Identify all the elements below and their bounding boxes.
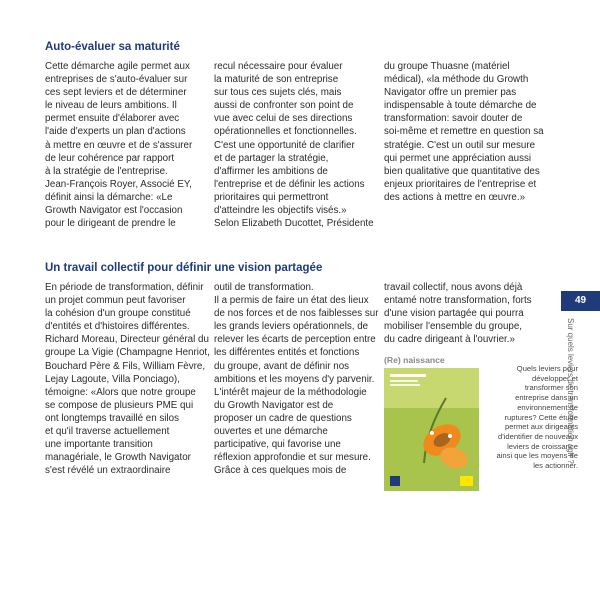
text-line: d'atteindre les objectifs visés.» [214,205,347,217]
text-line: Bouchard Père & Fils, William Fèvre, [45,360,206,372]
text-line: et qu'il traverse actuellement [45,426,170,438]
text-line: aussi de confronter son point de [214,100,354,112]
text-line: recul nécessaire pour évaluer [214,61,343,72]
text-line: vue avec celui de ses directions [214,113,353,125]
butterfly-cover-image [384,368,479,491]
section1-column-3 [384,60,554,204]
text-line: soi-même et remettre en question sa [384,126,544,138]
text-line: du groupe Thuasne (matériel [384,61,510,72]
text-line: Cette démarche agile permet aux [45,61,190,72]
text-line: opérationnelles et fonctionnelles. [214,126,357,138]
text-line: Quels leviers pour [516,364,578,373]
text-line: une importante transition [45,439,153,451]
text-line: leviers de croissance [507,441,578,451]
aside-description [483,364,578,471]
text-line: ont longtemps travaillé en silos [45,412,179,424]
text-line: sur tous ces sujets clés, mais [214,87,342,99]
text-line: bien qualitative que quantitative des [384,165,540,177]
text-line: transformer son [524,383,578,393]
text-line: ouvertes et une démarche [214,426,328,438]
text-line: outil de transformation. [214,282,314,293]
text-line: qui permet une appréciation aussi [384,152,532,164]
text-line: ruptures? Cette étude [504,412,578,422]
text-line: Selon Elizabeth Ducottet, Présidente [214,218,374,230]
report-cover-thumbnail [384,368,479,491]
text-line: Richard Moreau, Directeur général du [45,334,209,346]
text-line: enjeux prioritaires de l'entreprise et [384,178,537,190]
text-line: à mettre en œuvre et de s'assurer [45,139,193,151]
text-line: d'entités et d'histoires différentes. [45,321,190,333]
text-line: mobiliser l'ensemble du groupe, [384,321,523,333]
text-line: le niveau de leurs ambitions. Il [45,100,177,112]
section-heading-maturity: Auto-évaluer sa maturité [45,41,180,53]
text-line: réflexion approfondie et sur mesure. [214,452,371,464]
aside-title: (Re) naissance [384,355,445,365]
text-line: entreprises de s'auto-évaluer sur [45,74,188,86]
text-line: la maturité de son entreprise [214,74,339,86]
text-line: d'affirmer les ambitions de [214,165,328,177]
text-line: se compose de plusieurs PME qui [45,399,194,411]
section1-column-1 [45,60,205,230]
text-line: Grâce à ces quelques mois de [214,465,347,477]
text-line: C'est une opportunité de clarifier [214,139,355,151]
text-line: à la stratégie de l'entreprise. [45,165,168,177]
text-line: l'entreprise et de définir les actions [214,178,365,190]
text-line: un projet commun peut favoriser [45,295,186,307]
text-line: stratégie. C'est un outil sur mesure [384,139,536,151]
text-line: ambitions et les moyens d'y parvenir. [214,373,375,385]
text-line: L'intérêt majeur de la méthodologie [214,386,367,398]
text-line: du Growth Navigator est de [214,399,334,411]
text-line: Jean-François Royer, Associé EY, [45,178,192,190]
text-line: managériale, le Growth Navigator [45,452,191,464]
text-line: les grands leviers opérationnels, de [214,321,369,333]
text-line: développer et [531,373,578,383]
section2-column-1 [45,281,210,477]
text-line: l'aide d'experts un plan d'actions [45,126,186,138]
text-line: pour le dirigeant de prendre le [45,218,176,230]
text-line: et de partager la stratégie, [214,152,329,164]
running-title: Sur quels leviers de transformation agir ? [566,318,575,464]
text-line: permet aux dirigeants [504,422,578,432]
text-line: la cohésion d'un groupe constitué [45,308,191,320]
text-line: groupe La Vigie (Champagne Henriot, [45,347,210,359]
text-line: indispensable à toute démarche de [384,100,537,112]
section1-column-2 [214,60,374,230]
section2-column-2 [214,281,379,477]
text-line: Navigator offre un premier pas [384,87,517,99]
text-line: les actionner. [533,461,578,471]
text-line: Growth Navigator est l'occasion [45,205,183,217]
text-line: d'identifier de nouveaux [498,431,578,441]
text-line: du groupe, avant de définir nos [214,360,350,372]
text-line: d'une vision partagée qui pourra [384,308,524,320]
page-number: 49 [561,291,600,311]
text-line: relever les écarts de perception entre [214,334,376,346]
text-line: de nos forces et de nos faiblesses sur [214,308,379,320]
text-line: proposer un cadre de questions [214,412,352,424]
text-line: Lejay Lagoute, Villa Ponciago), [45,373,180,385]
text-line: En période de transformation, définir [45,282,204,293]
section-heading-collective-work: Un travail collectif pour définir une vision partagée [45,262,323,274]
text-line: Il a permis de faire un état des lieux [214,295,369,307]
text-line: transformation: savoir douter de [384,113,523,125]
text-line: des actions à mettre en œuvre.» [384,191,526,203]
text-line: ces sept leviers et de déterminer [45,87,187,99]
text-line: prioritaires qui permettront [214,191,329,203]
text-line: médical), «la méthode du Growth [384,74,529,86]
text-line: participative, qui favorise une [214,439,341,451]
text-line: de leur cohérence par rapport [45,152,175,164]
text-line: travail collectif, nous avons déjà [384,282,523,293]
text-line: définit ainsi la démarche: «Le [45,191,173,203]
text-line: s'est révélé un extraordinaire [45,465,171,477]
text-line: permet ensuite d'élaborer avec [45,113,180,125]
text-line: environnement de [517,402,578,412]
text-line: les différentes entités et fonctions [214,347,360,359]
text-line: témoigne: «Alors que notre groupe [45,386,196,398]
text-line: ainsi que les moyens de [496,451,578,461]
text-line: entreprise dans un [515,393,578,403]
section2-column-3 [384,281,554,346]
text-line: entamé notre transformation, forts [384,295,532,307]
text-line: du cadre dirigeant à l'ouvrier.» [384,334,515,346]
